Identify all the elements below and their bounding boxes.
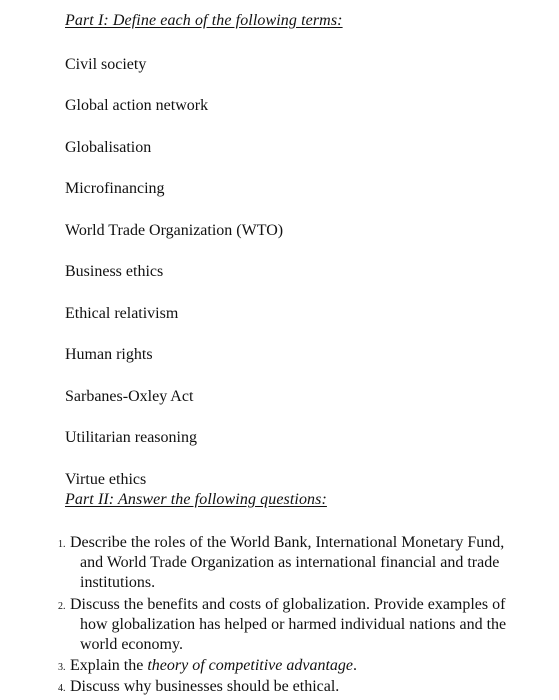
question-number: 3.	[58, 662, 66, 673]
question-text-start: Explain the	[70, 657, 148, 674]
part-one-heading: Part I: Define each of the following terms:	[65, 12, 343, 29]
question-text	[70, 656, 528, 676]
question-text: Discuss the benefits and costs of globalization. Provide examples of how globalization has helped or harmed individual nations and the world economy.	[70, 596, 507, 653]
term-utilitarian-reasoning: Utilitarian reasoning	[65, 429, 197, 446]
term-civil-society: Civil society	[65, 56, 147, 73]
term-microfinancing: Microfinancing	[65, 180, 165, 197]
question-item	[58, 533, 528, 593]
term-globalisation: Globalisation	[65, 139, 152, 156]
term-wto: World Trade Organization (WTO)	[65, 222, 284, 239]
question-number: 1.	[58, 539, 66, 550]
term-sarbanes-oxley-act: Sarbanes-Oxley Act	[65, 388, 194, 405]
term-global-action-network: Global action network	[65, 97, 209, 114]
question-text: Discuss why businesses should be ethical.	[70, 678, 340, 695]
question-number: 2.	[58, 601, 66, 612]
question-item	[58, 656, 528, 676]
question-text-emphasis: theory of competitive advantage	[147, 657, 354, 674]
term-human-rights: Human rights	[65, 346, 153, 363]
question-item	[58, 677, 528, 697]
term-business-ethics: Business ethics	[65, 263, 164, 280]
term-virtue-ethics: Virtue ethics	[65, 471, 147, 488]
question-text-end: .	[353, 657, 358, 674]
question-item	[58, 595, 528, 655]
question-number: 4.	[58, 683, 66, 694]
term-ethical-relativism: Ethical relativism	[65, 305, 179, 322]
part-two-heading: Part II: Answer the following questions:	[65, 491, 327, 508]
question-text: Describe the roles of the World Bank, International Monetary Fund, and World Trade Organization as international financial and trade institutions.	[70, 534, 505, 591]
